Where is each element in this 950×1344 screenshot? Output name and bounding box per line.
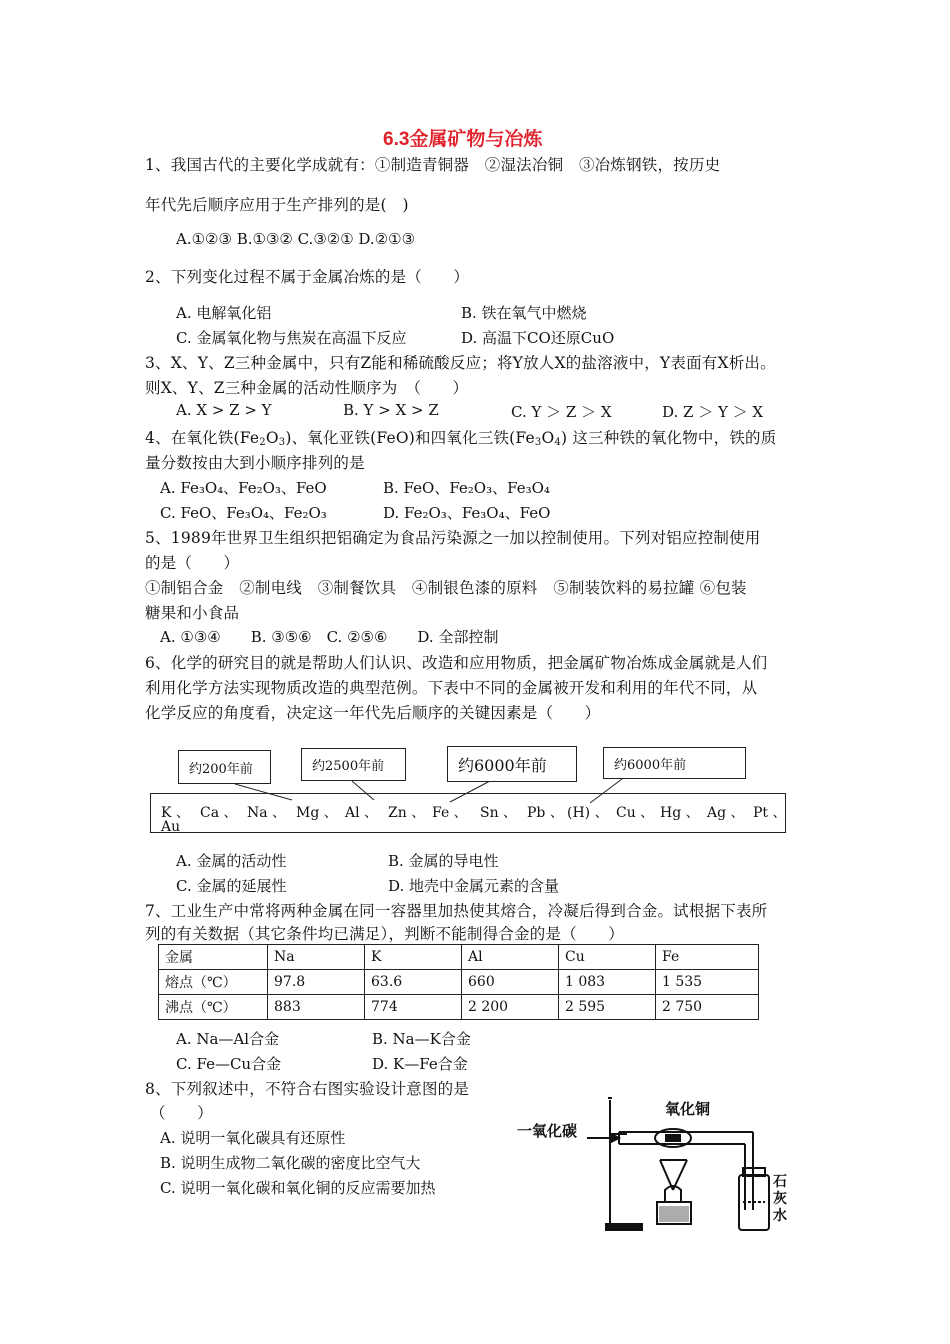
table-cell: 1 083 [559,970,656,995]
q2-stem: 2、下列变化过程不属于金属冶炼的是（ ） [145,268,470,286]
series-metal: Pt 、 [753,805,787,821]
q8-option-b: B. 说明生成物二氧化碳的密度比空气大 [160,1154,421,1172]
q7-option-a: A. Na—Al合金 [176,1030,280,1048]
table-cell: Fe [656,945,759,970]
table-row [159,995,759,1020]
q3-option-b: B. Y > X > Z [343,401,439,419]
q6-option-c: C. 金属的延展性 [176,877,287,895]
table-cell: 774 [365,995,462,1020]
q3-option-c: C. Y ＞ Z ＞ X [511,403,612,421]
q5-line4: 糖果和小食品 [145,604,240,622]
table-cell: 63.6 [365,970,462,995]
table-cell: K [365,945,462,970]
q5-options: A. ①③④ B. ③⑤⑥ C. ②⑤⑥ D. 全部控制 [160,628,499,646]
q4-text-a: 4、在氧化铁(Fe [145,429,260,447]
table-cell: 660 [462,970,559,995]
q4-option-c: C. FeO、Fe₃O₄、Fe₂O₃ [160,504,327,522]
series-metal: Ag 、 [707,805,745,821]
q4-sub: 2 [259,437,266,448]
q6-line2: 利用化学方法实现物质改造的典型范例。下表中不同的金属被开发和利用的年代不同，从 [145,679,758,697]
page-title: 6.3金属矿物与冶炼 [383,129,543,150]
table-cell: 2 750 [656,995,759,1020]
table-cell: 97.8 [268,970,365,995]
series-metal: K 、 [161,805,190,821]
callout-200-years: 约200年前 [178,750,271,784]
q7-option-b: B. Na—K合金 [372,1030,471,1048]
lime-label-3: 水 [773,1208,787,1224]
table-cell: 883 [268,995,365,1020]
q4-option-b: B. FeO、Fe₂O₃、Fe₃O₄ [383,479,550,497]
metal-properties-table [158,944,759,1020]
lime-label-1: 石 [773,1174,787,1190]
series-metal: Na 、 [247,805,287,821]
series-metal: Cu 、 [616,805,655,821]
table-row [159,970,759,995]
q2-option-b: B. 铁在氧气中燃烧 [461,304,587,322]
series-metal: Pb 、 [527,805,564,821]
q8-option-c: C. 说明一氧化碳和氧化铜的反应需要加热 [160,1179,436,1197]
q4-sub: 4 [554,437,561,448]
co-label: 一氧化碳 [517,1122,578,1140]
q2-option-d: D. 高温下CO还原CuO [461,329,615,347]
series-metal: Zn 、 [388,805,426,821]
q3-option-d: D. Z ＞ Y ＞ X [662,403,764,421]
q7-option-c: C. Fe—Cu合金 [176,1055,282,1073]
q7-option-d: D. K—Fe合金 [372,1055,468,1073]
q3-option-a: A. X > Z > Y [176,401,272,419]
q5-line3: ①制铝合金 ②制电线 ③制餐饮具 ④制银色漆的原料 ⑤制装饮料的易拉罐 ⑥包装 [145,579,747,597]
q4-text-d: O [541,429,555,447]
q4-sub: 3 [534,437,542,448]
callout-2500-years: 约2500年前 [301,748,406,781]
lime-label-2: 灰 [773,1191,787,1207]
q8-option-a: A. 说明一氧化碳具有还原性 [160,1129,346,1147]
table-cell: Cu [559,945,656,970]
q7-line1: 7、工业生产中常将两种金属在同一容器里加热使其熔合，冷凝后得到合金。试根据下表所 [145,902,768,920]
series-metal: Sn 、 [480,805,518,821]
q6-option-a: A. 金属的活动性 [176,852,287,870]
q5-line2: 的是（ ） [145,554,240,572]
table-cell: 2 200 [462,995,559,1020]
table-cell: 金属 [159,945,268,970]
q4-option-a: A. Fe₃O₄、Fe₂O₃、FeO [160,479,327,497]
series-metal: Hg 、 [660,805,700,821]
table-row [159,945,759,970]
q7-line2: 列的有关数据（其它条件均已满足），判断不能制得合金的是（ ） [145,925,624,943]
co-reduction-apparatus-figure [515,1090,815,1240]
cuo-label: 氧化铜 [665,1100,711,1118]
table-cell: 沸点（℃） [159,995,268,1020]
table-cell: Al [462,945,559,970]
q6-option-d: D. 地壳中金属元素的含量 [388,877,560,895]
q8-stem: 8、下列叙述中，不符合右图实验设计意图的是 [145,1080,470,1098]
q1-line2: 年代先后顺序应用于生产排列的是( ) [145,196,409,214]
q5-line1: 5、1989年世界卫生组织把铝确定为食品污染源之一加以控制使用。下列对铝应控制使用 [145,529,761,547]
q4-option-d: D. Fe₂O₃、Fe₃O₄、FeO [383,504,551,522]
q4-text-b: O [265,429,279,447]
q6-line1: 6、化学的研究目的就是帮助人们认识、改造和应用物质，把金属矿物冶炼成金属就是人们 [145,654,768,672]
series-last-metal: Au [161,819,181,835]
q2-option-c: C. 金属氧化物与焦炭在高温下反应 [176,329,407,347]
q6-option-b: B. 金属的导电性 [388,852,499,870]
callout-6000-years-b: 约6000年前 [603,747,746,779]
q1-line1: 1、我国古代的主要化学成就有：①制造青铜器 ②湿法冶铜 ③冶炼钢铁，按历史 [145,156,721,174]
series-metal: Fe 、 [432,805,468,821]
table-cell: Na [268,945,365,970]
callout-6000-years-a: 约6000年前 [447,746,577,782]
q3-line2: 则X、Y、Z三种金属的活动性顺序为 （ ） [145,379,469,397]
series-metal: Mg 、 [296,805,338,821]
q8-paren: （ ） [150,1104,213,1122]
series-metal: Al 、 [345,805,379,821]
series-metal: (H) 、 [567,805,609,821]
q4-line2: 量分数按由大到小顺序排列的是 [145,454,365,472]
table-cell: 1 535 [656,970,759,995]
series-metal: Ca 、 [200,805,238,821]
q4-sub: 3 [278,437,286,448]
table-cell: 熔点（℃） [159,970,268,995]
table-cell: 2 595 [559,995,656,1020]
q4-text-e: ) 这三种铁的氧化物中，铁的质 [560,429,777,447]
q3-line1: 3、X、Y、Z三种金属中，只有Z能和稀硫酸反应；将Y放人X的盐溶液中，Y表面有X析出。 [145,354,776,372]
q4-text-c: )、氧化亚铁(FeO)和四氧化三铁(Fe [285,429,535,447]
q6-line3: 化学反应的角度看，决定这一年代先后顺序的关键因素是（ ） [145,704,601,722]
q2-option-a: A. 电解氧化铝 [176,304,272,322]
q1-options: A.①②③ B.①③② C.③②① D.②①③ [176,230,416,248]
